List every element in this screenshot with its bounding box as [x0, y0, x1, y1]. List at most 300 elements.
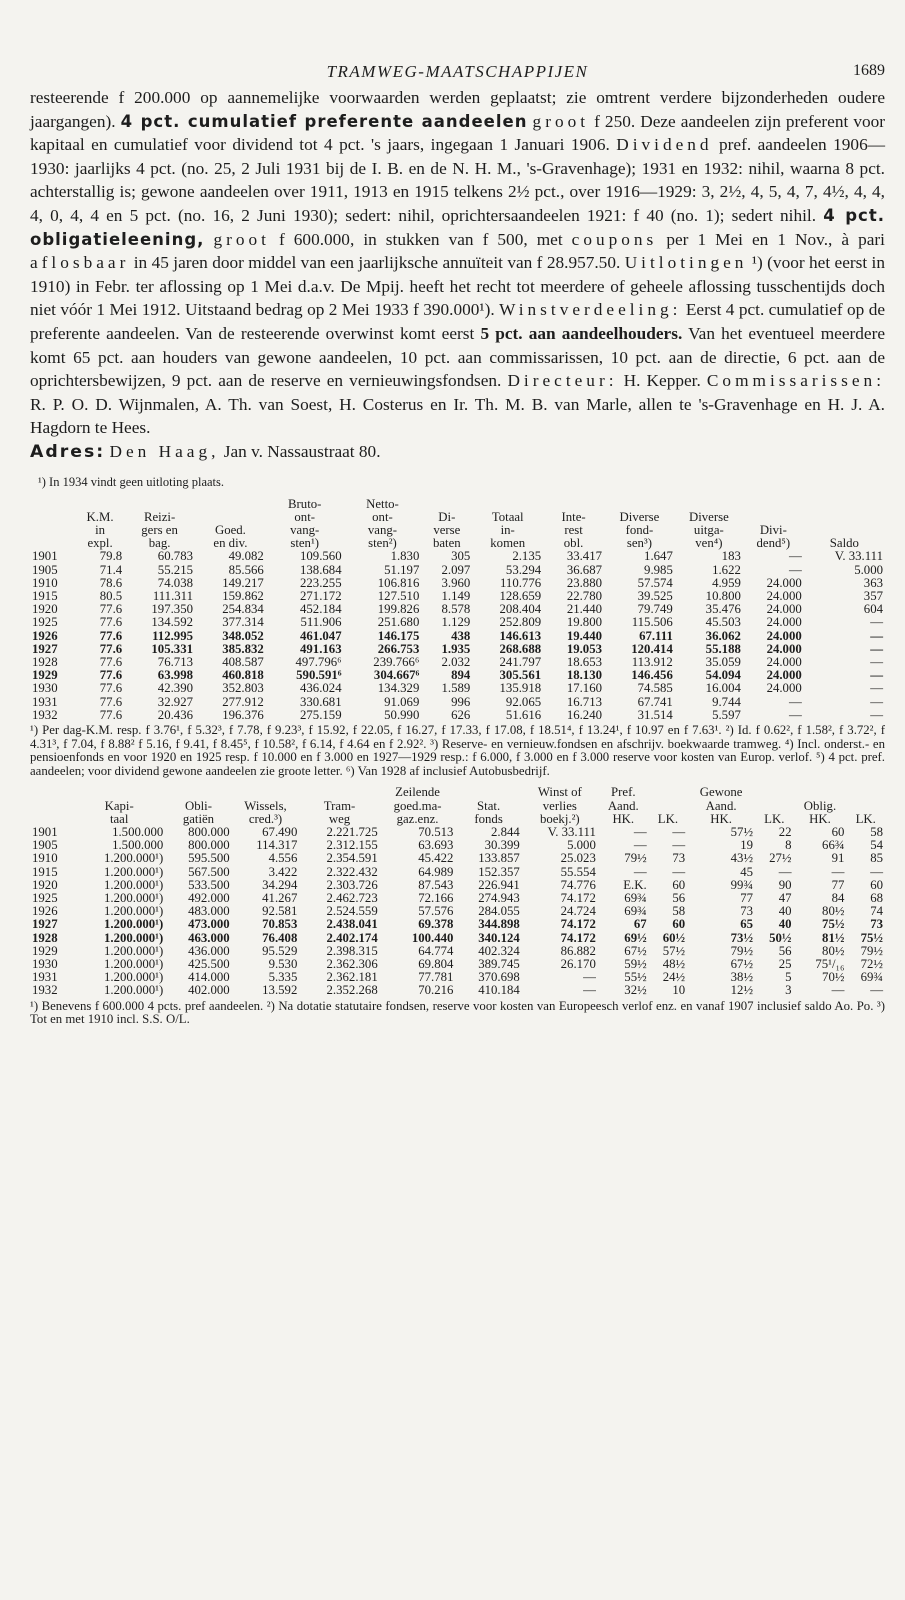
table-cell: —	[831, 983, 845, 998]
column-header	[743, 511, 804, 524]
table-cell: 2.303.726	[326, 877, 378, 892]
table-cell: 114.317	[256, 838, 298, 853]
table-cell: 72.166	[418, 890, 454, 905]
column-header: vang-	[367, 522, 398, 537]
table-cell: 57½	[730, 824, 754, 839]
column-header	[649, 800, 687, 813]
column-header	[30, 524, 76, 537]
column-header	[30, 813, 73, 826]
table-cell: 152.357	[478, 864, 520, 879]
column-header: Tram-	[323, 798, 356, 813]
column-header: ven⁴)	[695, 536, 723, 551]
table-cell: 115.506	[631, 615, 673, 630]
year-cell: 1929	[32, 668, 58, 683]
table-cell: 408.587	[222, 654, 264, 669]
table-row	[30, 932, 885, 945]
table-cell: 80½	[822, 943, 845, 958]
table-cell: 389.745	[478, 956, 520, 971]
column-header: Goed.	[214, 522, 246, 537]
adres-city: Den Haag,	[109, 441, 220, 461]
table-cell: 99¾	[730, 877, 754, 892]
table-cell: 460.818	[222, 668, 264, 683]
column-header: Diverse	[688, 509, 729, 524]
text-segment: R. P. O. D. Wijnmalen, A. Th. van Soest, H. Costerus en Ir. Th. M. B. van Marle, allen te 's-Gravenhage en H. J. A. Hagdorn te Hees.	[30, 394, 885, 438]
column-header: HK.	[809, 811, 831, 826]
table-cell: 16.713	[566, 694, 603, 709]
table-cell: 2.844	[491, 824, 520, 839]
table-cell: 42.390	[157, 681, 193, 696]
year-cell: 1925	[32, 615, 58, 630]
column-header: gers en	[141, 522, 178, 537]
table-row	[30, 550, 885, 563]
column-header: in-	[500, 522, 515, 537]
table-cell: 80½	[822, 904, 845, 919]
column-header	[30, 511, 76, 524]
table-cell: 385.832	[222, 641, 264, 656]
table-cell: 1.935	[441, 641, 471, 656]
table-cell: —	[831, 864, 845, 879]
table-cell: 16.240	[566, 707, 603, 722]
table-cell: 24.000	[766, 654, 802, 669]
column-header: K.M.	[86, 509, 114, 524]
table-cell: 75½	[822, 917, 845, 932]
year-cell: 1931	[32, 694, 58, 709]
table-cell: 84	[831, 890, 845, 905]
column-header: en div.	[213, 536, 248, 551]
table-row	[30, 616, 885, 629]
table-cell: 128.659	[499, 588, 542, 603]
table-cell: —	[788, 694, 802, 709]
table-cell: 146.613	[499, 628, 542, 643]
table-cell: 109.560	[300, 549, 342, 564]
table-cell: 10	[672, 983, 686, 998]
table-cell: 79.8	[99, 549, 123, 564]
table-cell: 1.200.000¹)	[103, 970, 164, 985]
table-cell: 2.354.591	[326, 851, 378, 866]
company-description	[30, 86, 885, 465]
table-cell: 223.255	[300, 575, 342, 590]
table-row	[30, 945, 885, 958]
table-cell: 19	[740, 838, 754, 853]
column-header	[804, 511, 885, 524]
table-cell: 70.513	[418, 824, 454, 839]
table-cell: 134.329	[377, 681, 420, 696]
table-cell: 24.000	[766, 602, 802, 617]
table-cell: 13.592	[262, 983, 298, 998]
table-cell: 43½	[730, 851, 754, 866]
table-cell: 49.082	[228, 549, 264, 564]
table-cell: 2.524.559	[326, 904, 378, 919]
column-header	[846, 786, 885, 799]
table-cell: 159.862	[222, 588, 264, 603]
table-cell: 305	[451, 549, 471, 564]
year-cell: 1931	[32, 970, 58, 985]
table-cell: 894	[451, 668, 471, 683]
table-cell: 2.221.725	[326, 824, 378, 839]
table-cell: 800.000	[188, 824, 230, 839]
table-cell: 149.217	[222, 575, 264, 590]
table-cell: 41.267	[262, 890, 298, 905]
column-header	[755, 786, 793, 799]
table-cell: —	[788, 707, 802, 722]
table-cell: 20.436	[157, 707, 193, 722]
table-cell: 77	[740, 890, 754, 905]
table-cell: 3	[785, 983, 792, 998]
table-cell: 73½	[730, 930, 754, 945]
table-cell: 284.055	[478, 904, 520, 919]
table-cell: 51.616	[505, 707, 542, 722]
table-row	[30, 852, 885, 865]
table-cell: 9.985	[644, 562, 673, 577]
table-cell: 5.000	[567, 838, 596, 853]
column-header: fond-	[625, 522, 654, 537]
table-cell: 60	[870, 877, 883, 892]
table-cell: 24.000	[766, 668, 802, 683]
column-header: Inte-	[561, 509, 586, 524]
table-cell: 76.408	[262, 930, 298, 945]
table-cell: 626	[451, 707, 471, 722]
column-header: Wissels,	[244, 798, 287, 813]
column-header: Aand.	[607, 798, 639, 813]
table-cell: 410.184	[478, 983, 520, 998]
table-cell: 67.490	[262, 824, 298, 839]
table-cell: —	[870, 654, 883, 669]
table-cell: 60	[831, 824, 845, 839]
column-header: Stat.	[477, 798, 501, 813]
table-cell: V. 33.111	[834, 549, 883, 564]
table-cell: 60	[672, 917, 686, 932]
column-header: Saldo	[829, 536, 859, 551]
table-cell: 100.440	[411, 930, 454, 945]
table-cell: 2.322.432	[326, 864, 378, 879]
text-segment: H. Kepper.	[623, 371, 701, 391]
table-cell: 24.724	[560, 904, 596, 919]
table-cell: 2.135	[512, 549, 542, 564]
table-cell: 491.163	[300, 641, 342, 656]
table-cell: 67.111	[639, 628, 673, 643]
table-cell: 66¾	[822, 838, 845, 853]
column-header: gatiën	[182, 811, 215, 826]
table-cell: 1.200.000¹)	[103, 877, 164, 892]
table-cell: V. 33.111	[547, 824, 596, 839]
table-cell: 77.6	[99, 668, 123, 683]
table-cell: 50½	[769, 930, 792, 945]
table-cell: —	[583, 970, 596, 985]
column-header	[165, 786, 231, 799]
table-cell: 80.5	[99, 588, 123, 603]
table-cell: 60.783	[157, 549, 193, 564]
table-cell: —	[870, 628, 883, 643]
column-header	[743, 498, 804, 511]
column-header: Oblig.	[803, 798, 837, 813]
table-cell: 70.853	[262, 917, 298, 932]
column-header	[76, 498, 124, 511]
table-cell: 67.741	[637, 694, 673, 709]
table-cell: 105.331	[151, 641, 193, 656]
table-cell: 2.362.306	[326, 956, 378, 971]
year-cell: 1930	[32, 956, 58, 971]
table-cell: 67½	[624, 943, 647, 958]
table-cell: 5	[785, 970, 792, 985]
column-header: LK.	[855, 811, 876, 826]
text-segment: Van het eventueel meerdere komt 65 pct. aan houders van gewone aandeelen, 10 pct. aan commissarissen, 10 pct. aan de directie, 6 pct. aan de oprichtersbewijzen, 9 pct. aan de reserve en vernieuwingsfondsen.	[30, 323, 886, 391]
table-cell: 2.032	[441, 654, 471, 669]
table-cell: 54	[870, 838, 883, 853]
table-cell: —	[870, 707, 883, 722]
table-cell: 24.000	[766, 615, 802, 630]
column-header: weg	[328, 811, 351, 826]
table-cell: 146.175	[377, 628, 420, 643]
year-cell: 1915	[32, 864, 58, 879]
table-cell: 473.000	[188, 917, 230, 932]
table-cell: 77.6	[99, 602, 123, 617]
column-header: Diverse	[619, 509, 660, 524]
year-cell: 1927	[32, 917, 58, 932]
table-cell: 111.311	[152, 588, 193, 603]
table-cell: —	[788, 562, 802, 577]
table-notes	[30, 1000, 885, 1027]
aflosbaar-label: aflosbaar	[30, 253, 130, 273]
table-cell: 2.352.268	[326, 983, 378, 998]
table-cell: 4.556	[268, 851, 298, 866]
year-cell: 1929	[32, 943, 58, 958]
table-cell: —	[633, 864, 647, 879]
table-cell: 74.585	[637, 681, 673, 696]
table-cell: 33.417	[566, 549, 603, 564]
table-cell: —	[870, 864, 883, 879]
table-notes	[30, 724, 885, 778]
table-cell: 65	[740, 917, 754, 932]
table-cell: 55.554	[560, 864, 596, 879]
column-header: Bruto-	[288, 496, 322, 511]
table-cell: 1.200.000¹)	[103, 930, 164, 945]
table-cell: 69¾	[624, 890, 647, 905]
table-cell: —	[870, 983, 883, 998]
table-cell: 76.713	[157, 654, 193, 669]
table-cell: 45.503	[705, 615, 741, 630]
table-cell: 604	[863, 602, 883, 617]
table-cell: 91.069	[384, 694, 420, 709]
table-cell: 45	[740, 864, 754, 879]
table-row	[30, 696, 885, 709]
table-cell: 40	[778, 904, 792, 919]
table-cell: 38½	[730, 970, 754, 985]
year-cell: 1928	[32, 654, 58, 669]
column-header: rest	[564, 522, 583, 537]
table-cell: 113.912	[631, 654, 673, 669]
table-cell: 79½	[860, 943, 883, 958]
text-segment: f 600.000, in stukken van f 500, met	[278, 229, 563, 249]
table-cell: 277.912	[222, 694, 264, 709]
table-row	[30, 577, 885, 590]
column-header: HK.	[710, 811, 732, 826]
column-header	[675, 498, 743, 511]
column-header: Divi-	[759, 522, 787, 537]
table-cell: 74.776	[560, 877, 596, 892]
table-cell: —	[672, 838, 686, 853]
table-cell: 47	[778, 890, 792, 905]
table-cell: 1.200.000¹)	[103, 864, 164, 879]
column-header: ont-	[294, 509, 316, 524]
table-cell: 55.215	[157, 562, 193, 577]
year-cell: 1910	[32, 575, 58, 590]
table-cell: 58	[672, 904, 686, 919]
table-cell: 74	[870, 904, 883, 919]
table-cell: 77.6	[99, 615, 123, 630]
column-header	[755, 800, 793, 813]
column-header: HK.	[612, 811, 635, 826]
column-header: LK.	[764, 811, 785, 826]
table-cell: 106.816	[377, 575, 420, 590]
table-cell: 197.350	[151, 602, 193, 617]
table-row	[30, 643, 885, 656]
table-cell: 90	[778, 877, 792, 892]
table-cell: 77.6	[99, 694, 123, 709]
table-cell: 2.398.315	[326, 943, 378, 958]
table-cell: 344.898	[478, 917, 520, 932]
table-cell: 425.500	[188, 956, 230, 971]
table-cell: 120.414	[631, 641, 673, 656]
table-cell: 533.500	[188, 877, 230, 892]
table-cell: 127.510	[377, 588, 420, 603]
table-cell: 69¾	[860, 970, 883, 985]
text-segment: in 45 jaren door middel van een jaarlijksche annuïteit van f 28.957.50.	[133, 253, 621, 273]
table-cell: —	[633, 838, 647, 853]
table-cell: 1.830	[390, 549, 420, 564]
table-cell: 996	[451, 694, 471, 709]
uitlotingen-label: Uitlotingen	[624, 253, 748, 273]
column-header: gaz.enz.	[396, 811, 439, 826]
table-cell: 77.6	[99, 681, 123, 696]
table-cell: 24.000	[766, 575, 802, 590]
text-segment: resteerende f 200.000 op aannemelijke voorwaarden werden geplaatst; zie omtrent verdere bijzonderheden oudere jaargangen).	[30, 88, 885, 131]
table-cell: 492.000	[188, 890, 230, 905]
table-cell: 196.376	[222, 707, 264, 722]
column-header: Pref.	[611, 785, 636, 800]
table-cell: 91	[831, 851, 845, 866]
year-cell: 1915	[32, 588, 58, 603]
table-cell: 305.561	[499, 668, 542, 683]
table-cell: 110.776	[500, 575, 542, 590]
table-row	[30, 709, 885, 722]
table-cell: 73	[870, 917, 883, 932]
table-cell: 92.065	[505, 694, 542, 709]
table-cell: 24.000	[766, 628, 802, 643]
preferred-shares-heading: 4 pct. cumulatief preferente aandeelen	[120, 111, 528, 131]
table-cell: 2.402.174	[326, 930, 378, 945]
table-cell: 1.500.000	[112, 824, 164, 839]
column-header: in	[95, 522, 106, 537]
table-cell: 8	[785, 838, 792, 853]
table-cell: 69¾	[624, 904, 647, 919]
table-cell: 146.456	[631, 668, 673, 683]
table-cell: 19.440	[566, 628, 603, 643]
table-cell: 69½	[624, 930, 647, 945]
table-cell: 2.362.181	[326, 970, 378, 985]
table-cell: 12½	[730, 983, 754, 998]
table-row	[30, 879, 885, 892]
five-pct-text: 5 pct. aan aandeelhouders.	[480, 323, 683, 343]
table-cell: 1.200.000¹)	[103, 904, 164, 919]
table-cell: 85.566	[228, 562, 264, 577]
text-segment: per 1 Mei en 1 Nov., à pari	[666, 229, 885, 249]
table-cell: 51.197	[384, 562, 420, 577]
running-title: TRAMWEG-MAATSCHAPPIJEN	[326, 62, 589, 81]
table-cell: 436.024	[300, 681, 342, 696]
table-row	[30, 984, 885, 997]
table-cell: 21.440	[566, 602, 603, 617]
table-cell: 2.438.041	[326, 917, 378, 932]
table-cell: 1.149	[441, 588, 471, 603]
groot-label: groot	[213, 229, 270, 249]
table-cell: 56	[672, 890, 686, 905]
table-cell: 348.052	[222, 628, 264, 643]
table-cell: 452.184	[300, 602, 342, 617]
table-cell: 24½	[662, 970, 686, 985]
column-header: Winst of	[537, 785, 582, 800]
table-cell: 271.172	[300, 588, 342, 603]
table-cell: 5.335	[268, 970, 298, 985]
table-cell: 87.543	[418, 877, 454, 892]
table-cell: 92.581	[262, 904, 298, 919]
column-header: ont-	[372, 509, 393, 524]
table-cell: 77.6	[99, 707, 123, 722]
table-cell: 40	[778, 917, 792, 932]
winstverdeeling-label: Winstverdeeling:	[499, 300, 682, 320]
column-header: bag.	[148, 536, 171, 551]
table-cell: E.K.	[623, 877, 647, 892]
year-cell: 1932	[32, 983, 58, 998]
adres-label: Adres:	[30, 441, 106, 462]
table-cell: 17.160	[566, 681, 603, 696]
table-cell: 22.780	[566, 588, 603, 603]
table-cell: 67	[633, 917, 647, 932]
operating-results-table	[30, 498, 885, 722]
table-cell: 800.000	[188, 838, 230, 853]
table-cell: 268.688	[499, 641, 542, 656]
table-cell: 251.680	[377, 615, 420, 630]
year-cell: 1930	[32, 681, 58, 696]
table-cell: 590.591⁶	[296, 668, 342, 683]
table-cell: 25.023	[560, 851, 596, 866]
column-header: Kapi-	[104, 798, 134, 813]
table-cell: —	[672, 824, 686, 839]
table-cell: 275.159	[300, 707, 342, 722]
table-cell: 1.200.000¹)	[103, 851, 164, 866]
table-cell: 58	[870, 824, 883, 839]
table-cell: 48½	[662, 956, 686, 971]
table-cell: —	[870, 615, 883, 630]
table-cell: 25	[778, 956, 792, 971]
column-header: obl.	[563, 536, 584, 551]
table-cell: 34.294	[262, 877, 298, 892]
text-segment: Eerst 4 pct. cumulatief op de preferente aandeelen. Van de resteerende overwinst komt eerst	[30, 300, 885, 343]
year-cell: 1927	[32, 641, 58, 656]
table-cell: 402.324	[478, 943, 520, 958]
column-header: Totaal	[491, 509, 524, 524]
table-cell: 1.200.000¹)	[103, 983, 164, 998]
table-cell: 56	[778, 943, 792, 958]
table-cell: 81½	[822, 930, 845, 945]
table-cell: 370.698	[478, 970, 520, 985]
table-cell: 1.129	[441, 615, 471, 630]
column-header: verlies	[542, 798, 577, 813]
column-header: boekj.²)	[539, 811, 580, 826]
column-header: sten¹)	[290, 536, 320, 551]
column-header: Aand.	[705, 798, 737, 813]
table-cell: 73	[740, 904, 754, 919]
table-body	[30, 550, 885, 722]
